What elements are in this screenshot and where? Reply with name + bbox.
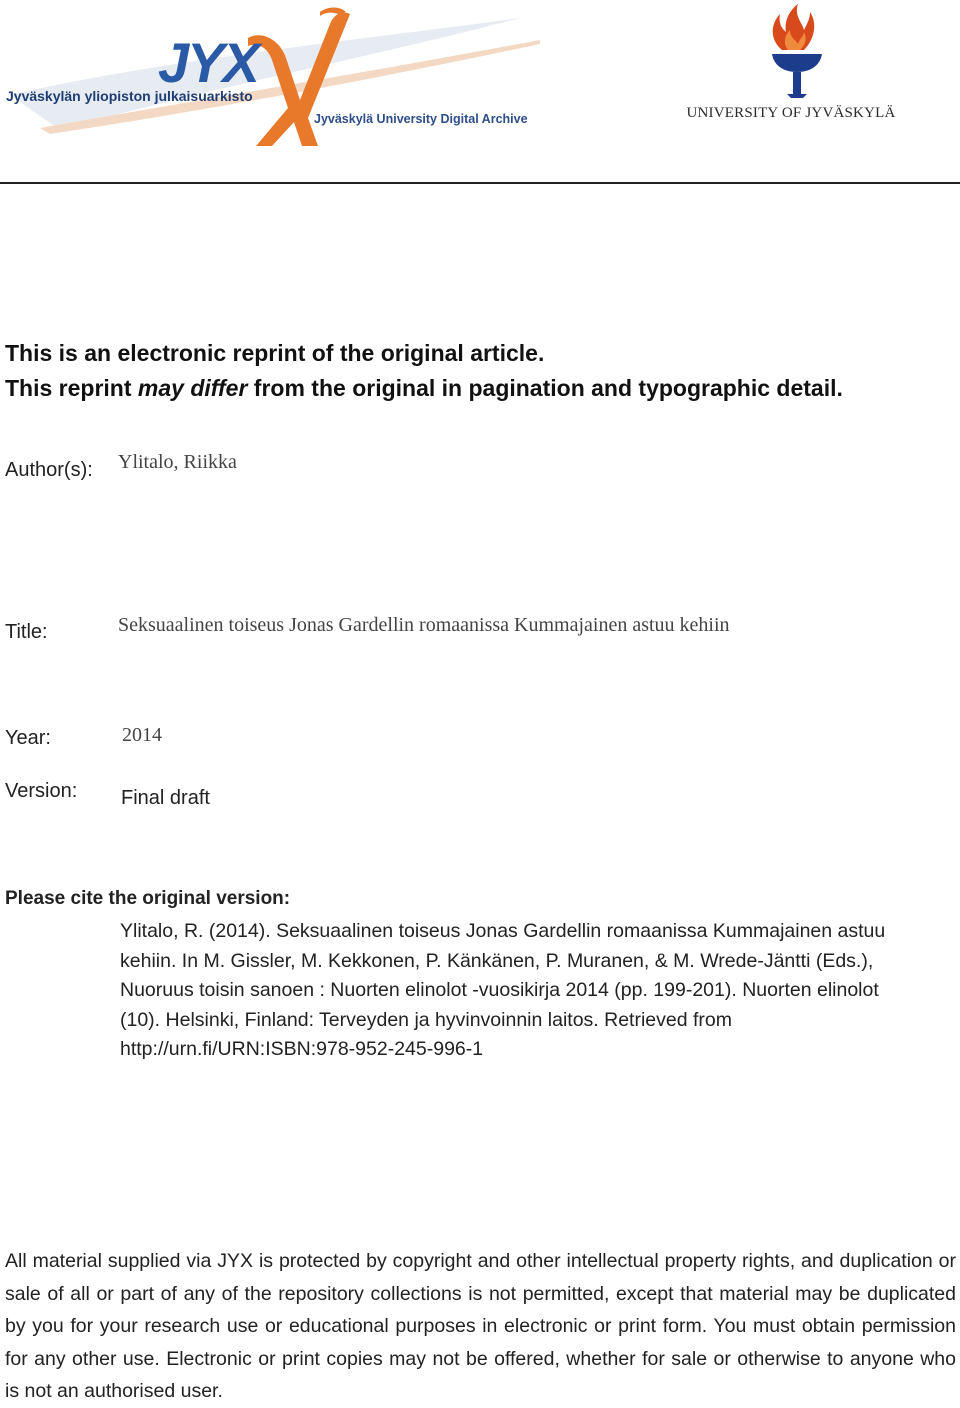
citation-text: Ylitalo, R. (2014). Seksuaalinen toiseus Jonas Gardellin romaanissa Kummajainen astuu kehiin. In M. Gissler, M. Kekkonen, P. Känkänen, P. Muranen, & M. Wrede-Jäntti (Eds.), Nuoruus toisin sanoen : Nuorten elinolot -vuosikirja 2014 (pp. 199-201). Nuorten elinolot (10). Helsinki, Finland: Terveyden ja hyvinvoinnin laitos. Retrieved from http://urn.fi/URN:ISBN:978-952-245-996-1: [120, 920, 886, 1061]
reprint-notice: [5, 336, 843, 406]
jyx-logo-subtitle-en: Jyväskylä University Digital Archive: [314, 112, 528, 126]
title-label: Title:: [5, 621, 48, 643]
author-value: Ylitalo, Riikka: [118, 451, 237, 473]
jyx-logo-subtitle-fi: Jyväskylän yliopiston julkaisuarkisto: [6, 88, 253, 104]
version-label: Version:: [5, 780, 78, 802]
notice-text: from the original in pagination and typographic detail.: [247, 375, 843, 401]
year-value: 2014: [122, 724, 162, 746]
citation-heading: Please cite the original version:: [5, 888, 291, 909]
jyx-logo: [0, 0, 560, 150]
title-value: Seksuaalinen toiseus Jonas Gardellin romaanissa Kummajainen astuu kehiin: [118, 614, 730, 636]
jyx-logo-mark: JYX: [158, 31, 258, 94]
author-label: Author(s):: [5, 459, 93, 481]
notice-text: This reprint: [5, 375, 138, 401]
torch-icon: [686, 0, 906, 100]
jyx-logo-icon: [0, 0, 560, 150]
university-logo: [686, 0, 906, 130]
reprint-notice-line-1: This is an electronic reprint of the original article.: [5, 340, 545, 366]
header-divider: [0, 182, 960, 184]
page-header: [0, 0, 960, 184]
version-value: Final draft: [121, 787, 210, 809]
reprint-notice-line-2: [5, 371, 843, 406]
copyright-notice: All material supplied via JYX is protected by copyright and other intellectual property rights, and duplication or sale of all or part of any of the repository collections is not permitted, except that material may be duplicated by you for your research use or educational purposes in electronic or print form. You must obtain permission for any other use. Electronic or print copies may not be offered, whether for sale or otherwise to anyone who is not an authorised user.: [5, 1250, 956, 1402]
year-label: Year:: [5, 727, 51, 749]
university-name: UNIVERSITY OF JYVÄSKYLÄ: [686, 105, 896, 121]
notice-emphasis: may differ: [137, 375, 248, 401]
